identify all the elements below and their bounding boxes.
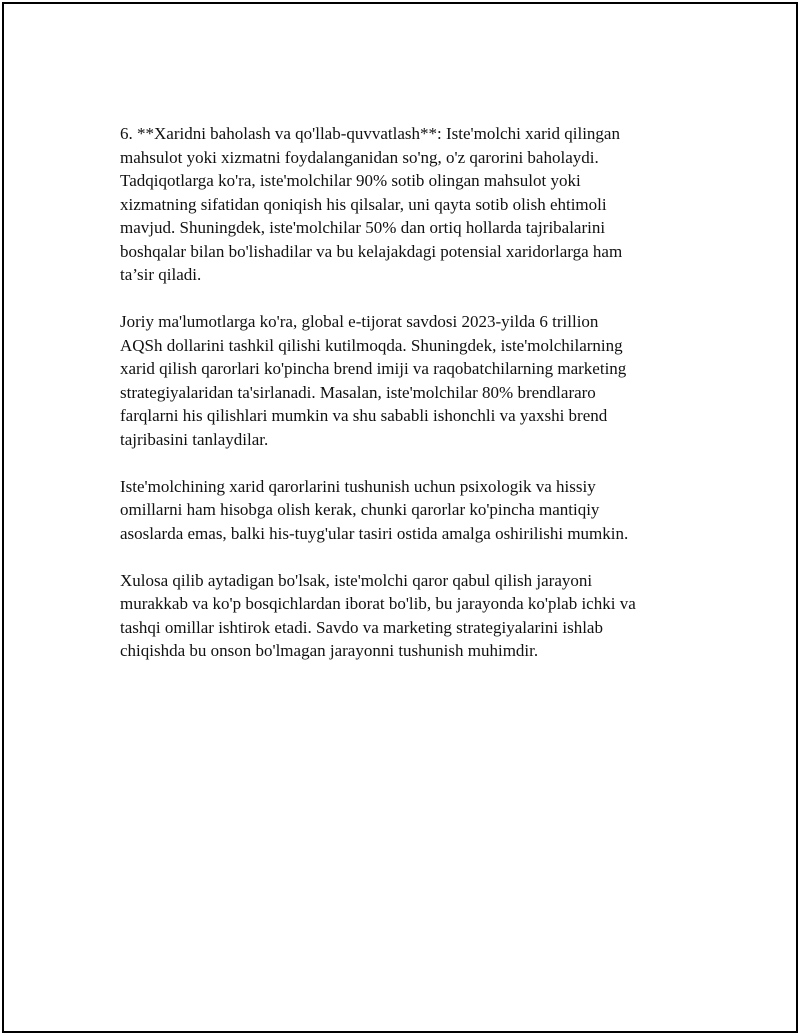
paragraph-evaluation: 6. **Xaridni baholash va qo'llab-quvvatlash**: Iste'molchi xarid qilingan mahsulot yoki xizmatni foydalanganidan so'ng, o'z qarorini baholaydi. Tadqiqotlarga ko'ra, iste'molchilar 90% sotib olingan mahsulot yoki xizmatning sifatidan qoniqish his qilsalar, uni qayta sotib olish ehtimoli mavjud. Shuningdek, iste'molchilar 50% dan ortiq hollarda tajribalarini boshqalar bilan bo'lishadilar va bu kelajakdagi potensial xaridorlarga ham ta’sir qiladi. [120,124,623,284]
document-page [2,2,798,1033]
paragraph-psychology: Iste'molchining xarid qarorlarini tushunish uchun psixologik va hissiy omillarni ham hisobga olish kerak, chunki qarorlar ko'pincha mantiqiy asoslarda emas, balki his-tuyg'ular tasiri ostida amalga oshirilishi mumkin. [120,476,629,543]
paragraph-ecommerce: Joriy ma'lumotlarga ko'ra, global e-tijorat savdosi 2023-yilda 6 trillion AQSh dollarini tashkil qilishi kutilmoqda. Shuningdek, iste'molchilarning xarid qilish qarorlari ko'pincha brend imiji va raqobatchilarning marketing strategiyalaridan ta'sirlanadi. Masalan, iste'molchilar 80% brendlararo farqlarni his qilishlari mumkin va shu sababli ishonchli va yaxshi brend tajribasini tanlaydilar. [120,312,627,449]
document-body [120,122,680,686]
paragraph-conclusion: Xulosa qilib aytadigan bo'lsak, iste'molchi qaror qabul qilish jarayoni murakkab va ko'p bosqichlardan iborat bo'lib, bu jarayonda ko'plab ichki va tashqi omillar ishtirok etadi. Savdo va marketing strategiyalarini ishlab chiqishda bu onson bo'lmagan jarayonni tushunish muhimdir. [120,570,636,660]
